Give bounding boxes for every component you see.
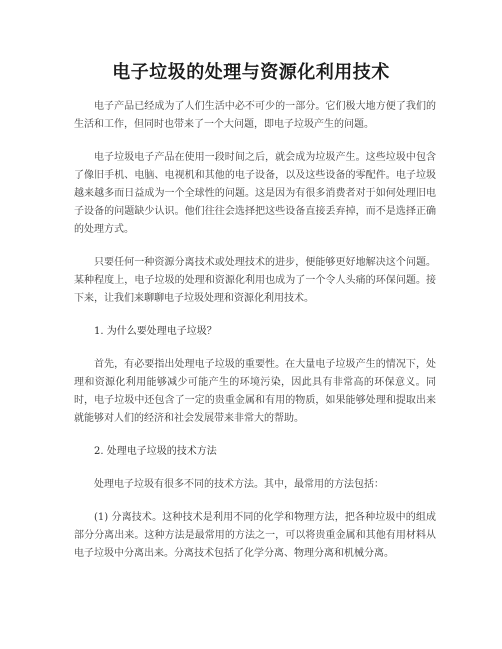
paragraph-methods-intro: 处理电子垃圾有很多不同的技术方法。其中，最常用的方法包括：: [94, 479, 384, 490]
document-body: [74, 98, 436, 578]
section-heading-2: 2. 处理电子垃圾的技术方法: [94, 446, 217, 457]
document-title: 电子垃圾的处理与资源化利用技术: [112, 62, 390, 83]
paragraph-importance: 首先，有必要指出处理电子垃圾的重要性。在大量电子垃圾产生的情况下，处理和资源化利用能够减少可能产生的环境污染，因此具有非常高的环保意义。同时，电子垃圾中还包含了一定的贵重金属和有用的物质，如果能够处理和提取出来就能够对人们的经济和社会发展带来非常大的帮助。: [74, 359, 436, 424]
paragraph-solution: 只要任何一种资源分离技术或处理技术的进步，便能够更好地解决这个问题。某种程度上，电子垃圾的处理和资源化利用也成为了一个令人头痛的环保问题。接下来，让我们来聊聊电子垃圾处理和资源化利用技术。: [74, 257, 436, 304]
section-heading-1: 1. 为什么要处理电子垃圾？: [94, 326, 217, 337]
paragraph-problem: 电子垃圾电子产品在使用一段时间之后，就会成为垃圾产生。这些垃圾中包含了像旧手机、电脑、电视机和其他的电子设备，以及这些设备的零配件。电子垃圾越来越多而日益成为一个全球性的问题。这是因为有很多消费者对于如何处理旧电子设备的问题缺少认识。他们往往会选择把这些设备直接丢弃掉，而不是选择正确的处理方式。: [74, 152, 436, 235]
paragraph-separation-tech: (1) 分离技术。这种技术是利用不同的化学和物理方法，把各种垃圾中的组成部分分离出来。这种方法是最常用的方法之一，可以将贵重金属和其他有用材料从电子垃圾中分离出来。分离技术包括了化学分离、物理分离和机械分离。: [74, 512, 436, 559]
paragraph-intro: 电子产品已经成为了人们生活中必不可少的一部分。它们极大地方便了我们的生活和工作，但同时也带来了一个大问题，即电子垃圾产生的问题。: [74, 101, 436, 130]
